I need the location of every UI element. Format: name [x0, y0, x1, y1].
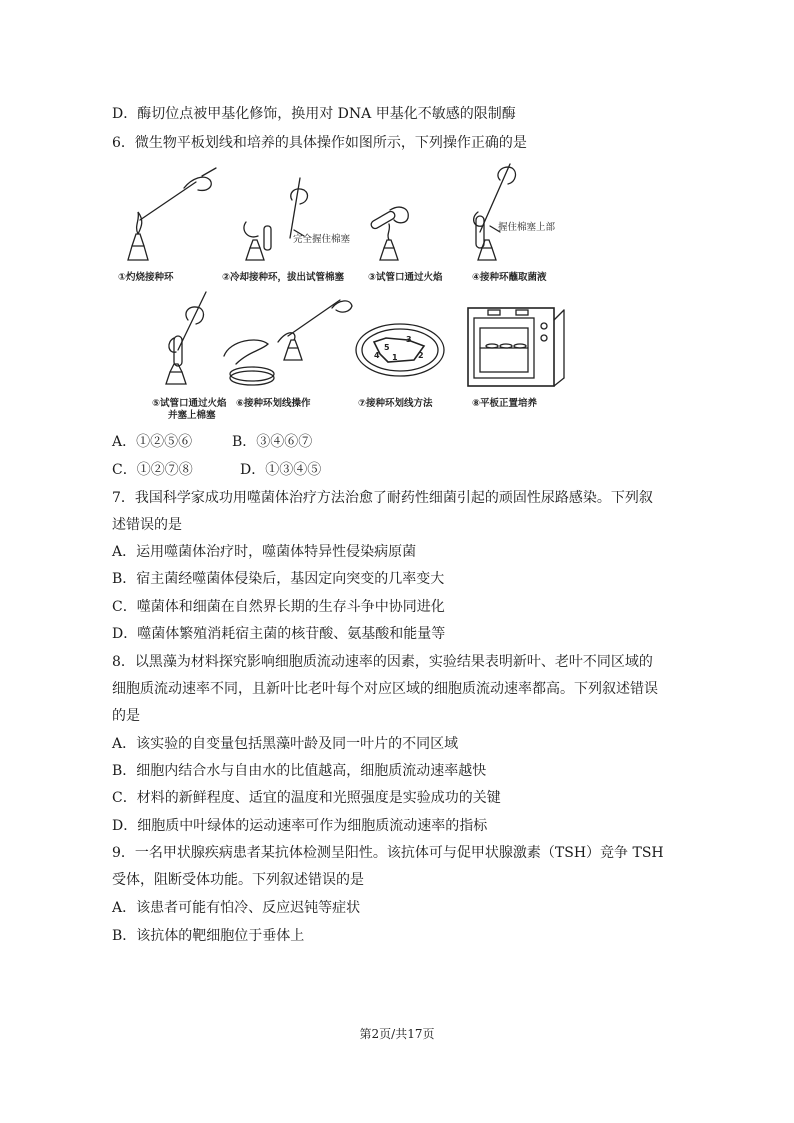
- procedure-figure: [118, 160, 588, 422]
- q7-option-c: C．噬菌体和细菌在自然界长期的生存斗争中协同进化: [112, 599, 445, 615]
- page-number: 第2页/共17页: [359, 1027, 435, 1041]
- q7-option-b: B．宿主菌经噬菌体侵染后，基因定向突变的几率变大: [112, 571, 445, 587]
- q9-stem-line1: 9．一名甲状腺疾病患者某抗体检测呈阳性。该抗体可与促甲状腺激素（TSH）竞争 TSH: [112, 845, 664, 861]
- q9-option-a: A．该患者可能有怕冷、反应迟钝等症状: [112, 900, 361, 916]
- callout-grip-fully: 完全握住棉塞: [293, 234, 351, 245]
- plate-label-1: 1: [392, 353, 398, 362]
- q7-option-d: D．噬菌体繁殖消耗宿主菌的核苷酸、氨基酸和能量等: [112, 626, 446, 642]
- caption-5b: 并塞上棉塞: [168, 410, 216, 421]
- q6-option-c: C．①②⑦⑧: [112, 462, 193, 478]
- q6-option-a: A．①②⑤⑥: [112, 434, 193, 450]
- q8-stem-line1: 8．以黑藻为材料探究影响细胞质流动速率的因素，实验结果表明新叶、老叶不同区域的: [112, 654, 653, 670]
- q8-stem-line2: 细胞质流动速率不同，且新叶比老叶每个对应区域的细胞质流动速率都高。下列叙述错误: [112, 681, 658, 697]
- procedure-illustration: [118, 160, 588, 422]
- q7-stem-line1: 7．我国科学家成功用噬菌体治疗方法治愈了耐药性细菌引起的顽固性尿路感染。下列叙: [112, 490, 653, 506]
- plate-label-5: 5: [384, 343, 390, 352]
- q8-option-b: B．细胞内结合水与自由水的比值越高，细胞质流动速率越快: [112, 763, 487, 779]
- caption-1: ①灼烧接种环: [118, 272, 174, 283]
- caption-6: ⑥接种环划线操作: [236, 398, 311, 409]
- q7-stem-line2: 述错误的是: [112, 517, 182, 533]
- plate-label-2: 2: [418, 351, 424, 360]
- q6-stem: 6．微生物平板划线和培养的具体操作如图所示，下列操作正确的是: [112, 135, 527, 151]
- q9-stem-line2: 受体，阻断受体功能。下列叙述错误的是: [112, 872, 364, 888]
- caption-8: ⑧平板正置培养: [472, 398, 538, 409]
- q9-option-b: B．该抗体的靶细胞位于垂体上: [112, 928, 305, 944]
- q5-option-d: D．酶切位点被甲基化修饰，换用对 DNA 甲基化不敏感的限制酶: [112, 106, 516, 122]
- q8-option-d: D．细胞质中叶绿体的运动速率可作为细胞质流动速率的指标: [112, 818, 488, 834]
- caption-3: ③试管口通过火焰: [368, 272, 443, 283]
- q8-stem-line3: 的是: [112, 708, 140, 724]
- caption-5a: ⑤试管口通过火焰: [152, 398, 227, 409]
- caption-2: ②冷却接种环，拔出试管棉塞: [222, 272, 345, 283]
- caption-7: ⑦接种环划线方法: [358, 398, 433, 409]
- q6-option-d: D．①③④⑤: [240, 462, 322, 478]
- callout-grip-top: 握住棉塞上部: [498, 222, 556, 233]
- q8-option-c: C．材料的新鲜程度、适宜的温度和光照强度是实验成功的关键: [112, 790, 501, 806]
- q8-option-a: A．该实验的自变量包括黑藻叶龄及同一叶片的不同区域: [112, 736, 459, 752]
- q7-option-a: A．运用噬菌体治疗时，噬菌体特异性侵染病原菌: [112, 544, 417, 560]
- q6-option-b: B．③④⑥⑦: [232, 434, 313, 450]
- caption-4: ④接种环蘸取菌液: [472, 272, 547, 283]
- plate-label-3: 3: [406, 335, 412, 344]
- plate-label-4: 4: [374, 351, 380, 360]
